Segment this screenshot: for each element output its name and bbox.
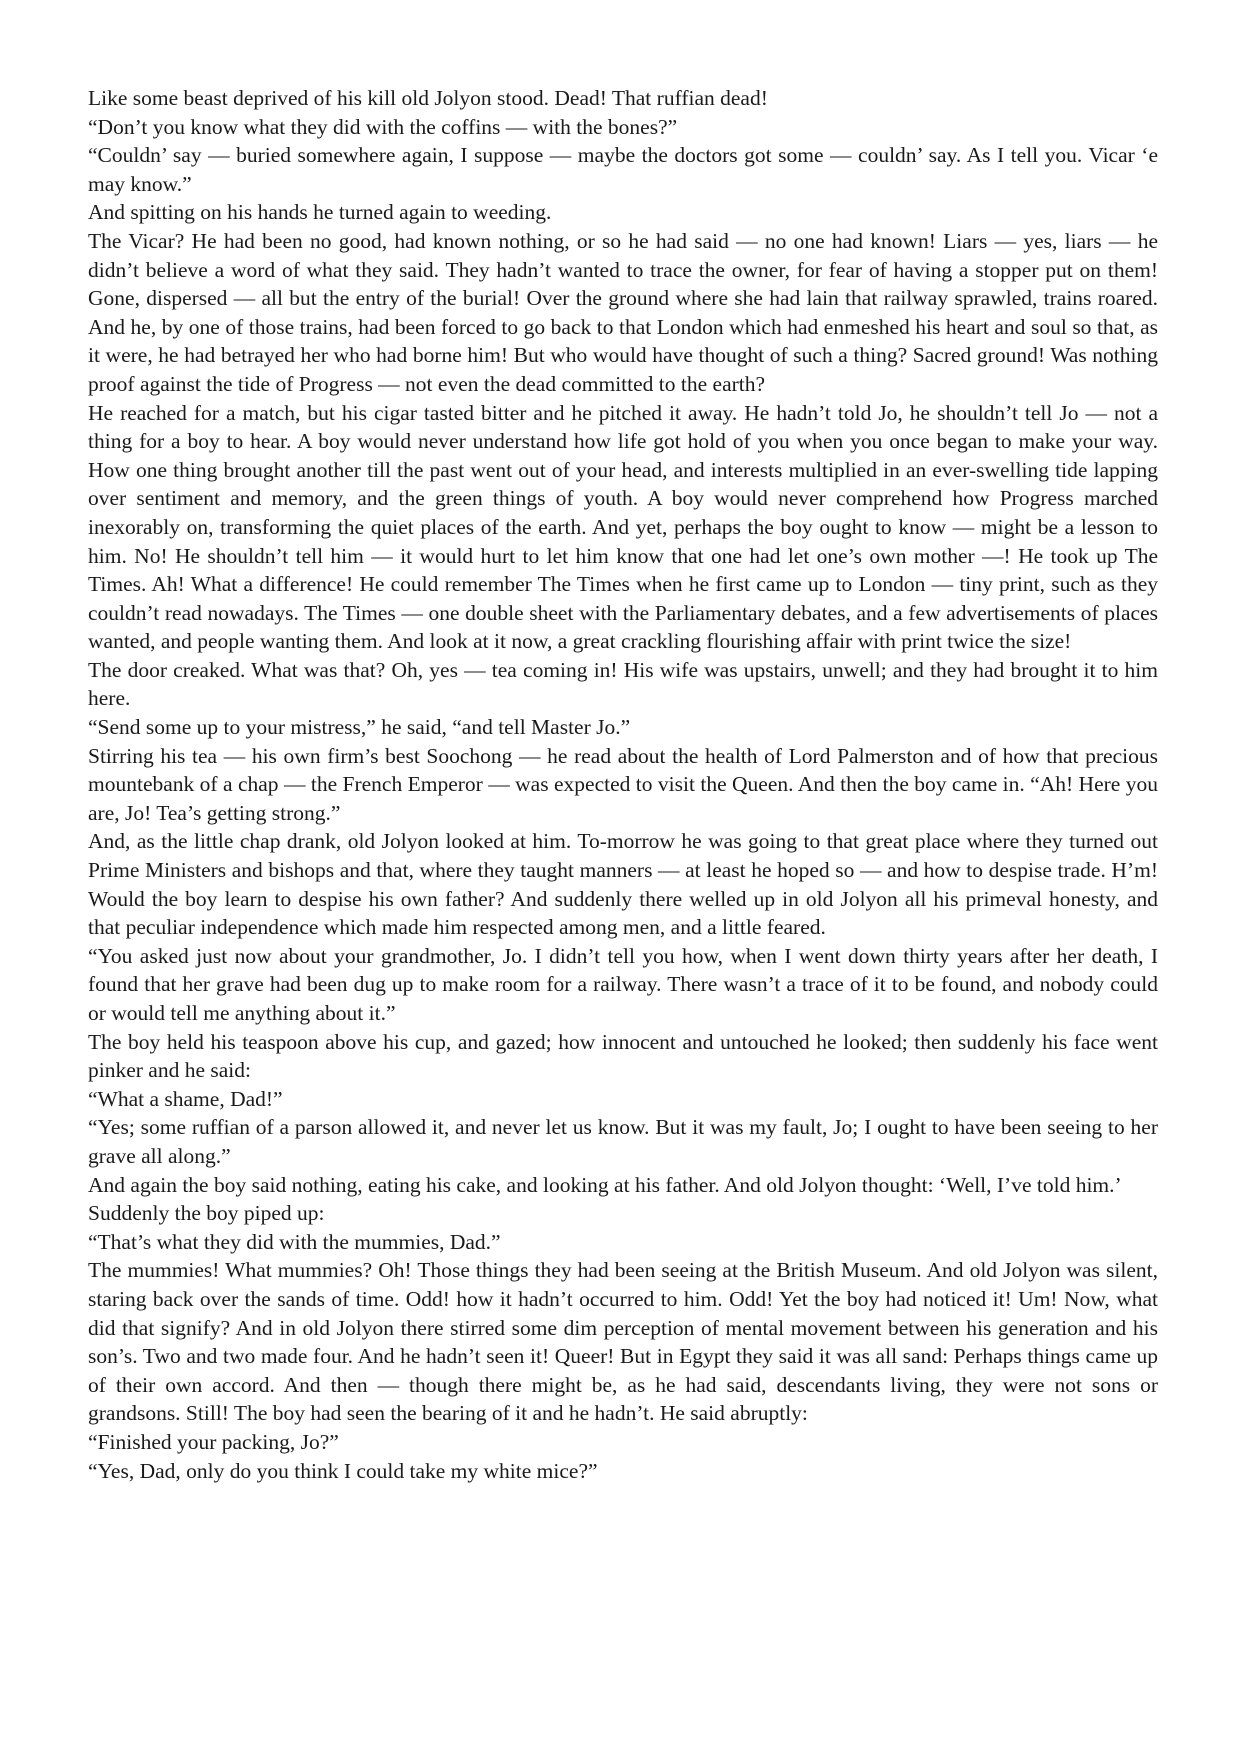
paragraph: “That’s what they did with the mummies, Dad.” [88, 1229, 501, 1254]
paragraph: “Finished your packing, Jo?” [88, 1429, 339, 1454]
paragraph: And spitting on his hands he turned again to weeding. [88, 200, 552, 225]
paragraph: “Couldn’ say — buried somewhere again, I suppose — maybe the doctors got some — couldn’ say. As I tell you. Vicar ‘e may know.” [88, 143, 1158, 196]
paragraph: Suddenly the boy piped up: [88, 1201, 325, 1226]
paragraph: The mummies! What mummies? Oh! Those things they had been seeing at the British Museum. And old Jolyon was silent, staring back over the sands of time. Odd! how it hadn’t occurred to him. Odd! Yet the boy had noticed it! Um! Now, what did that signify? And in old Jolyon there stirred some dim perception of mental movement between his generation and his son’s. Two and two made four. And he hadn’t seen it! Queer! But in Egypt they said it was all sand: Perhaps things came up of their own accord. And then — though there might be, as he had said, descendants living, they were not sons or grandsons. Still! The boy had seen the bearing of it and he hadn’t. He said abruptly: [88, 1258, 1158, 1426]
paragraph: “What a shame, Dad!” [88, 1086, 283, 1111]
paragraph: And again the boy said nothing, eating his cake, and looking at his father. And old Jolyon thought: ‘Well, I’ve told him.’ [88, 1172, 1122, 1197]
paragraph: “You asked just now about your grandmother, Jo. I didn’t tell you how, when I went down thirty years after her death, I found that her grave had been dug up to make room for a railway. There wasn’t a trace of it to be found, and nobody could or would tell me anything about it.” [88, 943, 1158, 1025]
book-page [88, 84, 1158, 1485]
paragraph: “Send some up to your mistress,” he said, “and tell Master Jo.” [88, 715, 631, 740]
paragraph: “Don’t you know what they did with the coffins — with the bones?” [88, 114, 678, 139]
paragraph: “Yes; some ruffian of a parson allowed it, and never let us know. But it was my fault, Jo; I ought to have been seeing to her grave all along.” [88, 1115, 1158, 1168]
paragraph: And, as the little chap drank, old Jolyon looked at him. To-morrow he was going to that great place where they turned out Prime Ministers and bishops and that, where they taught manners — at least he hoped so — and how to despise trade. H’m! Would the boy learn to despise his own father? And suddenly there welled up in old Jolyon all his primeval honesty, and that peculiar independence which made him respected among men, and a little feared. [88, 829, 1158, 940]
paragraph: He reached for a match, but his cigar tasted bitter and he pitched it away. He hadn’t told Jo, he shouldn’t tell Jo — not a thing for a boy to hear. A boy would never understand how life got hold of you when you once began to make your way. How one thing brought another till the past went out of your head, and interests multiplied in an ever-swelling tide lapping over sentiment and memory, and the green things of youth. A boy would never comprehend how Progress marched inexorably on, transforming the quiet places of the earth. And yet, perhaps the boy ought to know — might be a lesson to him. No! He shouldn’t tell him — it would hurt to let him know that one had let one’s own mother —! He took up The Times. Ah! What a difference! He could remember The Times when he first came up to London — tiny print, such as they couldn’t read nowadays. The Times — one double sheet with the Parliamentary debates, and a few advertisements of places wanted, and people wanting them. And look at it now, a great crackling flourishing affair with print twice the size! [88, 400, 1158, 654]
paragraph: The boy held his teaspoon above his cup, and gazed; how innocent and untouched he looked; then suddenly his face went pinker and he said: [88, 1029, 1158, 1083]
paragraph: Stirring his tea — his own firm’s best Soochong — he read about the health of Lord Palmerston and of how that precious mountebank of a chap — the French Emperor — was expected to visit the Queen. And then the boy came in. “Ah! Here you are, Jo! Tea’s getting strong.” [88, 743, 1158, 825]
paragraph: The Vicar? He had been no good, had known nothing, or so he had said — no one had known! Liars — yes, liars — he didn’t believe a word of what they said. They hadn’t wanted to trace the owner, for fear of having a stopper put on them! Gone, dispersed — all but the entry of the burial! Over the ground where she had lain that railway sprawled, trains roared. And he, by one of those trains, had been forced to go back to that London which had enmeshed his heart and soul so that, as it were, he had betrayed her who had borne him! But who would have thought of such a thing? Sacred ground! Was nothing proof against the tide of Progress — not even the dead committed to the earth? [88, 228, 1158, 396]
paragraph: “Yes, Dad, only do you think I could take my white mice?” [88, 1458, 598, 1483]
paragraph: Like some beast deprived of his kill old Jolyon stood. Dead! That ruffian dead! [88, 86, 768, 110]
paragraph: The door creaked. What was that? Oh, yes — tea coming in! His wife was upstairs, unwell; and they had brought it to him here. [88, 657, 1158, 711]
